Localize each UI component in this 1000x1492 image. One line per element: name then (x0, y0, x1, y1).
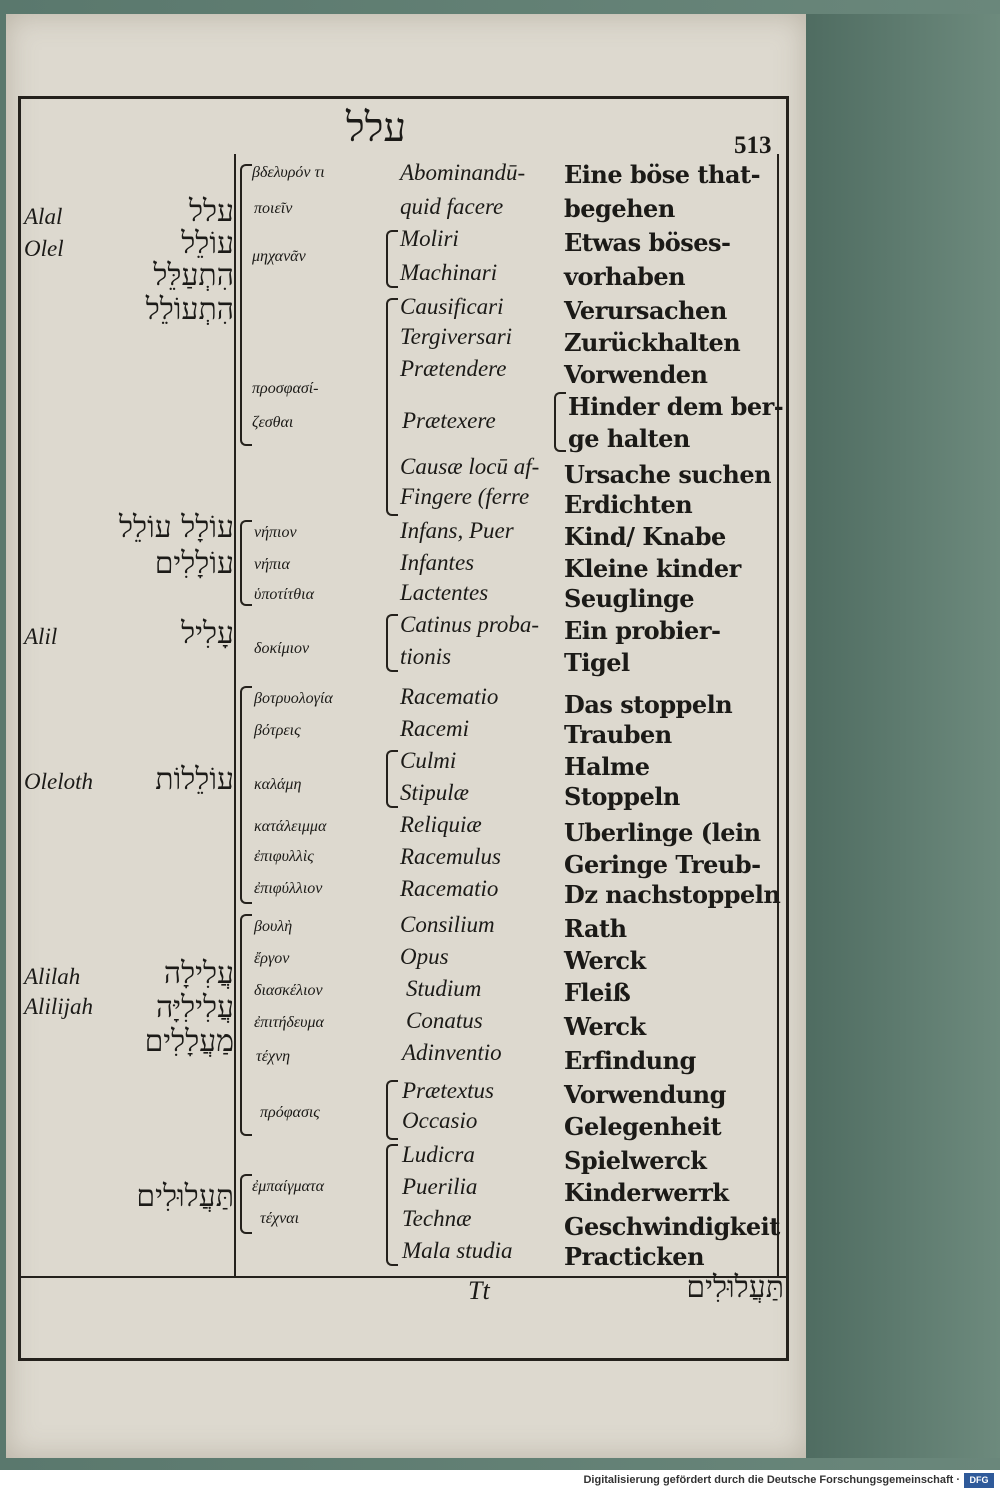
digitization-footer (0, 1470, 1000, 1492)
latin-term: Lactentes (400, 580, 489, 605)
dfg-logo: DFG (964, 1473, 994, 1488)
german-term: Fleiß (564, 978, 631, 1007)
german-term: Etwas böses- (564, 228, 731, 257)
latin-term: Racemi (400, 716, 469, 741)
running-head: עלל (346, 105, 407, 151)
hebrew-lemma: עלל (188, 194, 234, 229)
latin-term: Prætendere (400, 356, 507, 381)
german-term: Kind/ Knabe (564, 522, 726, 551)
greek-term: προσφασί- (252, 380, 319, 397)
greek-term: τέχναι (260, 1210, 300, 1227)
brace (240, 686, 252, 904)
latin-term: Abominandū- (400, 160, 526, 185)
german-term: Das stoppeln (564, 690, 733, 719)
german-term: Kleine kinder (564, 554, 741, 583)
german-term: Geringe Treub- (564, 850, 761, 879)
hebrew-lemma: עֲלִילִיָּה (155, 990, 234, 1025)
german-term: Werck (564, 946, 646, 975)
translit-alilah: Alilah (24, 964, 81, 989)
brace (240, 520, 252, 606)
german-term: Geschwindigkeit (564, 1212, 780, 1241)
brace (554, 392, 566, 452)
latin-term: Adinventio (402, 1040, 502, 1065)
greek-term: νήπια (254, 556, 290, 573)
page-number: 513 (734, 132, 772, 159)
greek-term: ἔργον (254, 950, 290, 967)
greek-term: βδελυρόν τι (252, 164, 325, 181)
german-term: Uberlinge (lein (564, 818, 761, 847)
german-term: Vorwendung (564, 1080, 726, 1109)
greek-term: ποιεῖν (254, 200, 293, 217)
latin-term: Causificari (400, 294, 504, 319)
german-term: Gelegenheit (564, 1112, 722, 1141)
german-term: Practicken (564, 1242, 705, 1271)
latin-term: Racematio (400, 876, 499, 901)
hebrew-lemma: עָלִיל (181, 616, 234, 651)
brace (386, 230, 398, 288)
brace (386, 614, 398, 672)
greek-term: καλάμη (254, 776, 302, 793)
greek-term: δοκίμιον (254, 640, 310, 657)
greek-term: ὑποτίτθια (254, 586, 314, 603)
brace (386, 1144, 398, 1266)
german-term: Erfindung (564, 1046, 696, 1075)
hebrew-lemma: הִתְעַלֵּל (153, 258, 234, 293)
latin-term: Prætextus (402, 1078, 494, 1103)
latin-term: Machinari (400, 260, 498, 285)
german-term: Trauben (564, 720, 672, 749)
latin-term: Studium (406, 976, 482, 1001)
latin-term: Reliquiæ (400, 812, 482, 837)
brace (240, 914, 252, 1136)
german-term: Vorwenden (564, 360, 708, 389)
translit-alal: Alal (24, 204, 63, 229)
greek-term: ἐπιφύλλιον (254, 880, 323, 897)
german-term: ge halten (568, 424, 690, 453)
greek-term: μηχανᾶν (252, 248, 306, 265)
frame-rule-bottom (18, 1276, 786, 1278)
greek-term: ἐπιφυλλὶς (254, 848, 314, 865)
latin-term: Racemulus (400, 844, 501, 869)
latin-term: Racematio (400, 684, 499, 709)
german-term: Tigel (564, 648, 630, 677)
book-page (6, 14, 806, 1458)
greek-term: ἐπιτήδευμα (254, 1014, 324, 1031)
latin-term: tionis (400, 644, 452, 669)
latin-term: Stipulæ (400, 780, 470, 805)
german-term: Spielwerck (564, 1146, 707, 1175)
hebrew-lemma: עוֹלֵל (181, 226, 234, 261)
hebrew-lemma: עֲלִילָה (163, 956, 234, 991)
translit-alilijah: Alilijah (24, 994, 93, 1019)
greek-term: βοτρυολογία (254, 690, 333, 707)
german-term: Halme (564, 752, 650, 781)
latin-term: Tergiversari (400, 324, 513, 349)
german-term: Ursache suchen (564, 460, 772, 489)
catchword: תַּעֲלוּלִים (686, 1270, 784, 1305)
column-rule-entries (234, 154, 236, 1276)
translit-oleloth: Oleloth (24, 769, 93, 794)
translit-alil: Alil (24, 624, 58, 649)
brace (386, 298, 398, 516)
latin-term: Technæ (402, 1206, 472, 1231)
hebrew-lemma: עוֹלָל עוֹלֵל (119, 510, 234, 545)
latin-term: Moliri (400, 226, 459, 251)
german-term: Seuglinge (564, 584, 695, 613)
german-term: Rath (564, 914, 627, 943)
facing-page-edge (806, 14, 1000, 1458)
german-term: begehen (564, 194, 675, 223)
german-term: Kinderwerrk (564, 1178, 729, 1207)
latin-term: quid facere (400, 194, 504, 219)
german-term: Werck (564, 1012, 646, 1041)
latin-term: Infans, Puer (400, 518, 514, 543)
brace (240, 1174, 252, 1234)
latin-term: Culmi (400, 748, 457, 773)
german-term: Verursachen (564, 296, 727, 325)
greek-term: κατάλειμμα (254, 818, 327, 835)
german-term: Dz nachstoppeln (564, 880, 781, 909)
latin-term: Opus (400, 944, 449, 969)
german-term: Stoppeln (564, 782, 680, 811)
greek-term: πρόφασις (260, 1104, 320, 1121)
german-term: Erdichten (564, 490, 693, 519)
hebrew-lemma: הִתְעוֹלֵל (145, 292, 234, 327)
hebrew-lemma: עוֹלָלִים (154, 546, 234, 581)
greek-term: ζεσθαι (252, 414, 294, 431)
latin-term: Consilium (400, 912, 495, 937)
hebrew-lemma: תַּעֲלוּלִים (136, 1179, 234, 1214)
hebrew-lemma: מַעֲלָלִים (144, 1024, 234, 1059)
latin-term: Ludicra (402, 1142, 475, 1167)
column-rule-right (777, 154, 779, 1276)
latin-term: Causæ locū af- (400, 454, 540, 479)
latin-term: Catinus proba- (400, 612, 540, 637)
greek-term: βουλὴ (254, 918, 293, 935)
greek-term: ἐμπαίγματα (252, 1178, 325, 1195)
greek-term: βότρεις (254, 722, 301, 739)
german-term: vorhaben (564, 262, 686, 291)
latin-term: Fingere (ferre (400, 484, 530, 509)
german-term: Zurückhalten (564, 328, 741, 357)
greek-term: νήπιον (254, 524, 297, 541)
latin-term: Mala studia (402, 1238, 513, 1263)
brace (386, 750, 398, 808)
greek-term: διασκέλιον (254, 982, 323, 999)
german-term: Ein probier- (564, 616, 721, 645)
latin-term: Conatus (406, 1008, 483, 1033)
signature-mark: Tt (468, 1276, 490, 1305)
brace (386, 1080, 398, 1140)
brace (240, 164, 252, 446)
latin-term: Occasio (402, 1108, 478, 1133)
german-term: Eine böse that- (564, 160, 761, 189)
latin-term: Prætexere (402, 408, 496, 433)
german-term: Hinder dem ber- (568, 392, 784, 421)
translit-olel: Olel (24, 236, 64, 261)
latin-term: Puerilia (402, 1174, 478, 1199)
funding-credit: Digitalisierung gefördert durch die Deutsche Forschungsgemeinschaft · (583, 1474, 960, 1486)
latin-term: Infantes (400, 550, 475, 575)
hebrew-lemma: עוֹלֵלוֹת (155, 762, 234, 797)
greek-term: τέχνη (256, 1048, 291, 1065)
